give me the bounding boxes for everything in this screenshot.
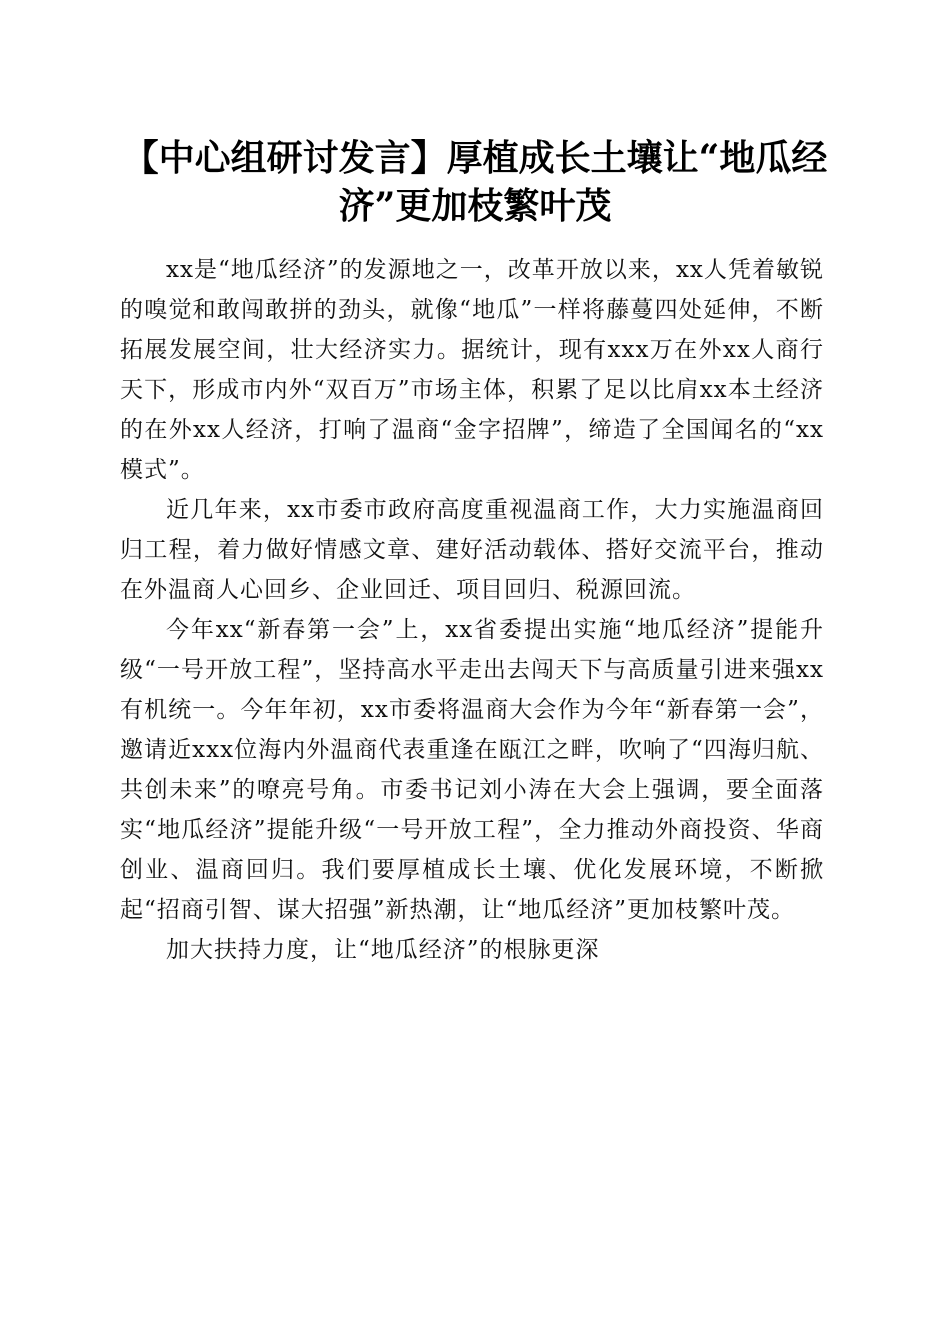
document-title: 【中心组研讨发言】厚植成长土壤让“地瓜经济”更加枝繁叶茂 [122, 137, 828, 227]
paragraph: 今年xx“新春第一会”上，xx省委提出实施“地瓜经济”提能升级“一号开放工程”，坚持高水平走出去闯天下与高质量引进来强xx有机统一。今年年初，xx市委将温商大会作为今年“新春第一会”，邀请近xxx位海内外温商代表重逢在瓯江之畔，吹响了“四海归航、共创未来”的嘹亮号角。市委书记刘小涛在大会上强调，要全面落实“地瓜经济”提能升级“一号开放工程”，全力推动外商投资、华商创业、温商回归。我们要厚植成长土壤、优化发展环境，不断掀起“招商引智、谋大招强”新热潮，让“地瓜经济”更加枝繁叶茂。 [120, 617, 824, 923]
paragraph: 近几年来，xx市委市政府高度重视温商工作，大力实施温商回归工程，着力做好情感文章、建好活动载体、搭好交流平台，推动在外温商人心回乡、企业回迁、项目回归、税源回流。 [120, 497, 824, 603]
paragraph: xx是“地瓜经济”的发源地之一，改革开放以来，xx人凭着敏锐的嗅觉和敢闯敢拼的劲头，就像“地瓜”一样将藤蔓四处延伸，不断拓展发展空间，壮大经济实力。据统计，现有xxx万在外xx人商行天下，形成市内外“双百万”市场主体，积累了足以比肩xx本土经济的在外xx人经济，打响了温商“金字招牌”，缔造了全国闻名的“xx模式”。 [120, 257, 824, 483]
paragraph: 加大扶持力度，让“地瓜经济”的根脉更深 [166, 937, 600, 963]
document-body [120, 250, 824, 970]
